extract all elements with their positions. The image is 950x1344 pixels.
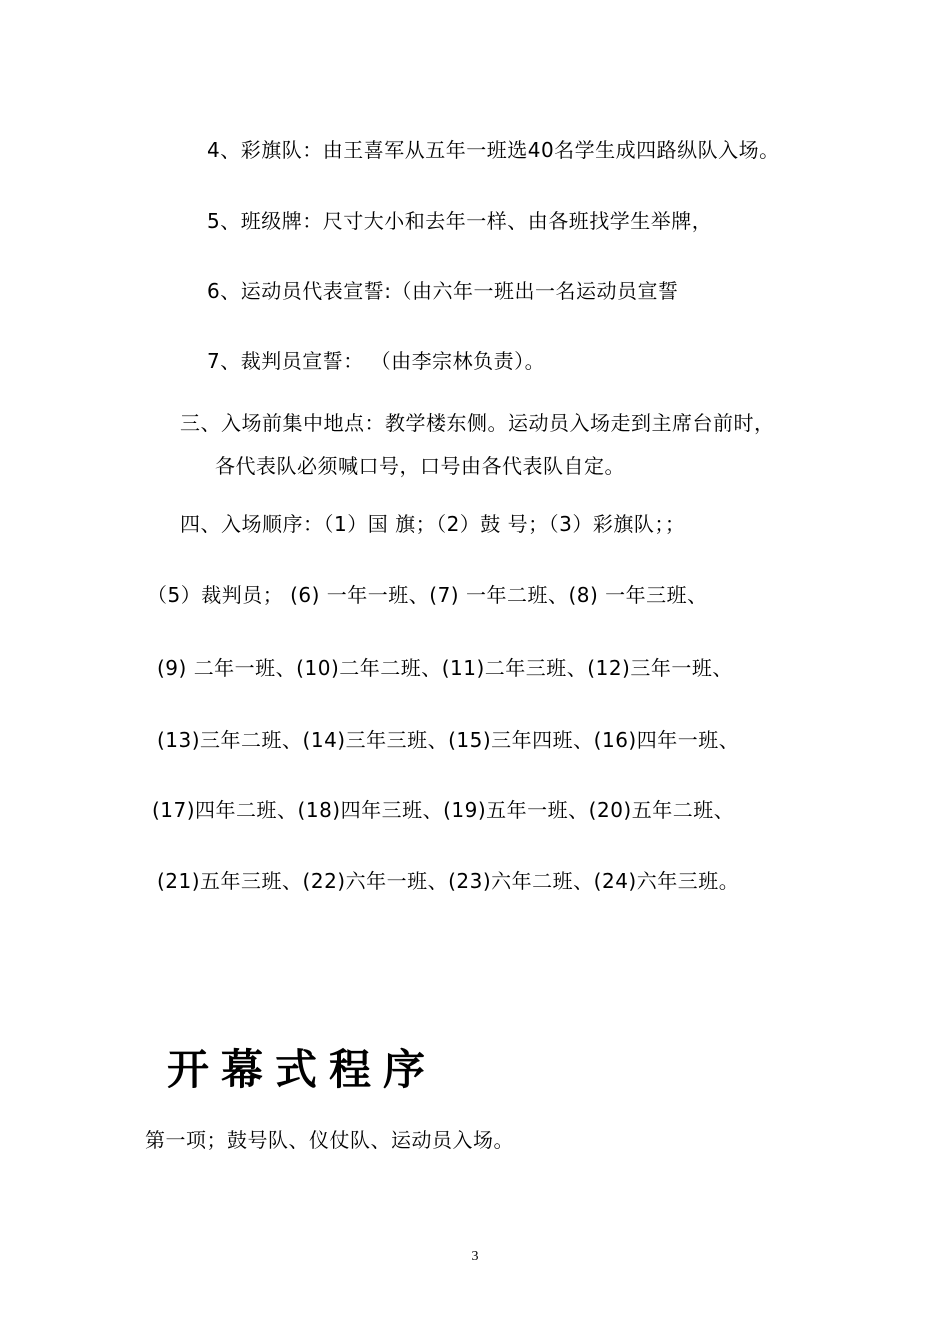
page-number: 3 xyxy=(471,1249,479,1264)
item-athlete-oath: 6、运动员代表宣誓:（由六年一班出一名运动员宣誓 xyxy=(207,279,679,303)
item-referee-oath: 7、裁判员宣誓： （由李宗林负责）。 xyxy=(207,349,546,373)
entry-order-line: (13)三年二班、(14)三年三班、(15)三年四班、(16)四年一班、 xyxy=(157,728,740,752)
section-gathering-place-line2: 各代表队必须喊口号，口号由各代表队自定。 xyxy=(215,454,625,478)
entry-order-line: （5）裁判员； (6) 一年一班、(7) 一年二班、(8) 一年三班、 xyxy=(147,583,708,607)
section-gathering-place-line1: 三、入场前集中地点：教学楼东侧。运动员入场走到主席台前时， xyxy=(180,411,775,435)
entry-order-line: (21)五年三班、(22)六年一班、(23)六年二班、(24)六年三班。 xyxy=(157,869,740,893)
ceremony-first-item: 第一项；鼓号队、仪仗队、运动员入场。 xyxy=(145,1128,514,1152)
item-color-flag-team: 4、彩旗队：由王喜军从五年一班选40名学生成四路纵队入场。 xyxy=(207,138,780,162)
entry-order-line: (9) 二年一班、(10)二年二班、(11)二年三班、(12)三年一班、 xyxy=(157,656,733,680)
ceremony-title: 开幕式程序 xyxy=(167,1045,438,1094)
entry-order-line: (17)四年二班、(18)四年三班、(19)五年一班、(20)五年二班、 xyxy=(152,798,735,822)
section-entry-order-heading: 四、入场顺序：（1）国 旗；（2）鼓 号；（3）彩旗队；； xyxy=(180,512,686,536)
item-class-sign: 5、班级牌：尺寸大小和去年一样、由各班找学生举牌， xyxy=(207,209,713,233)
